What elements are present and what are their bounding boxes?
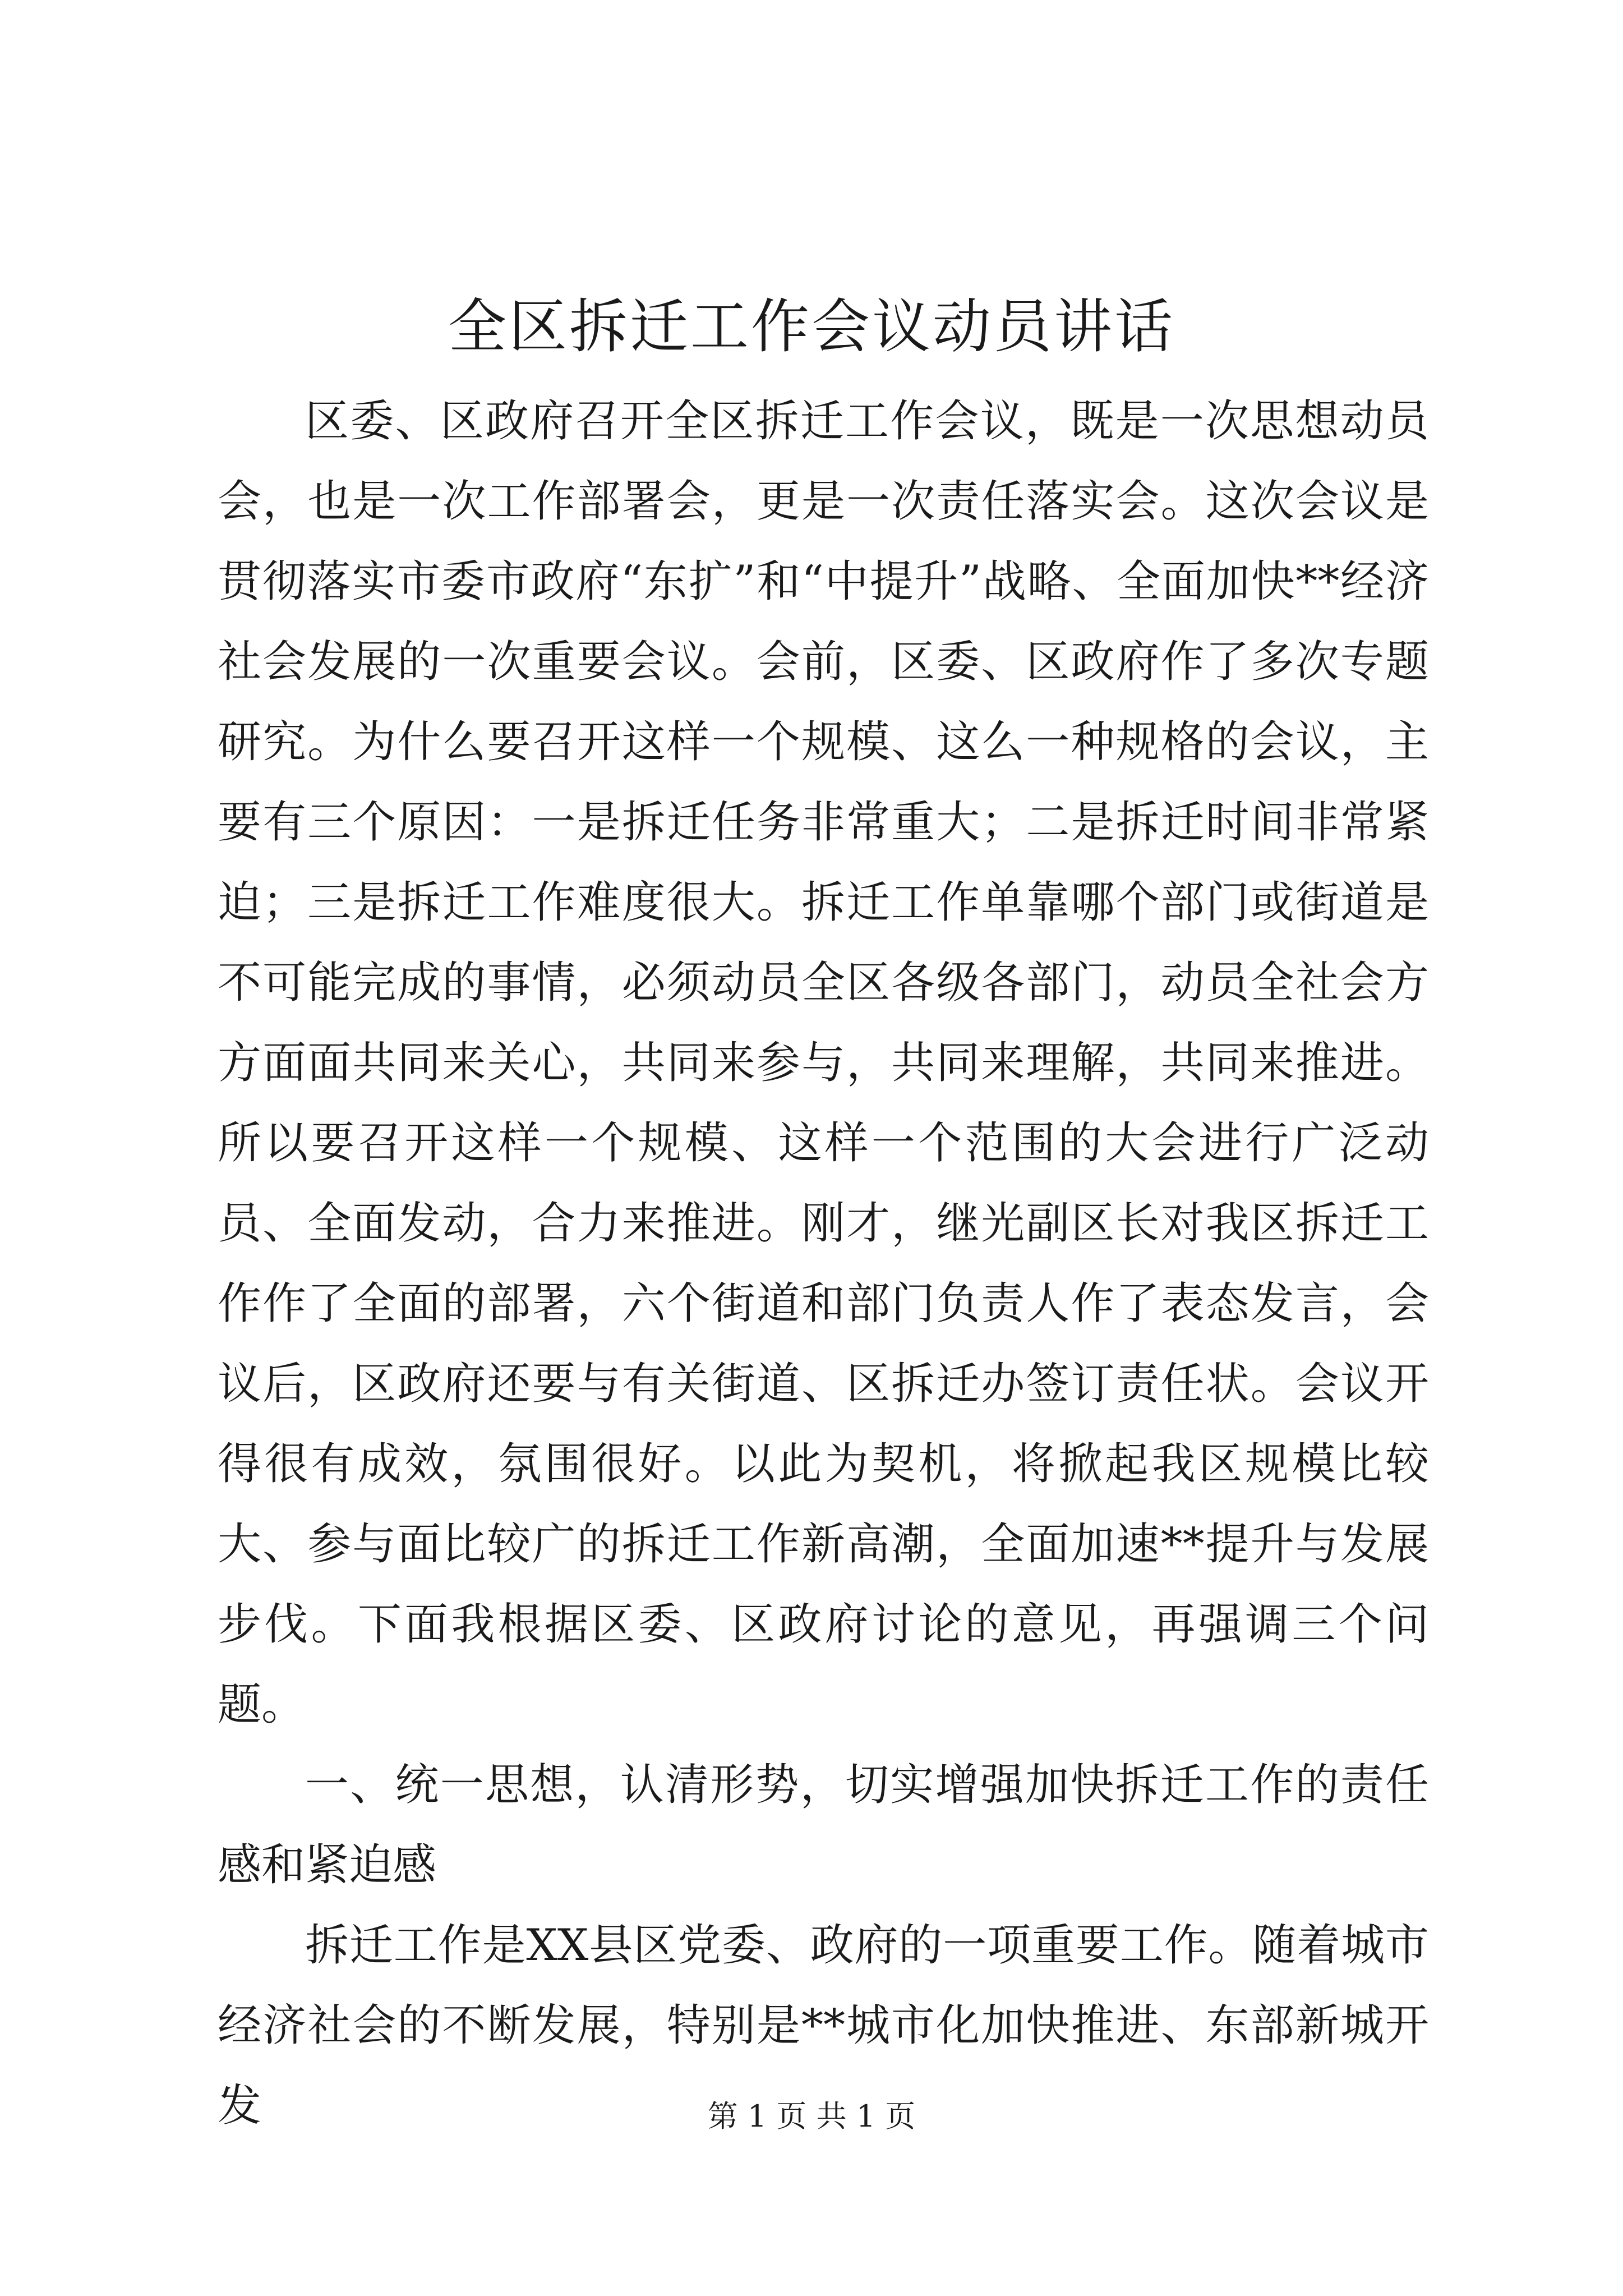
paragraph-intro: 区委、区政府召开全区拆迁工作会议，既是一次思想动员会，也是一次工作部署会，更是一次责任落实会。这次会议是贯彻落实市委市政府“东扩”和“中提升”战略、全面加快**经济社会发展的一次重要会议。会前，区委、区政府作了多次专题研究。为什么要召开这样一个规模、这么一种规格的会议，主要有三个原因：一是拆迁任务非常重大；二是拆迁时间非常紧迫；三是拆迁工作难度很大。拆迁工作单靠哪个部门或街道是不可能完成的事情，必须动员全区各级各部门，动员全社会方方面面共同来关心，共同来参与，共同来理解，共同来推进。所以要召开这样一个规模、这样一个范围的大会进行广泛动员、全面发动，合力来推进。刚才，继光副区长对我区拆迁工作作了全面的部署，六个街道和部门负责人作了表态发言，会议后，区政府还要与有关街道、区拆迁办签订责任状。会议开得很有成效，氛围很好。以此为契机，将掀起我区规模比较大、参与面比较广的拆迁工作新高潮，全面加速**提升与发展步伐。下面我根据区委、区政府讨论的意见，再强调三个问题。 xyxy=(218,396,1429,1730)
section-heading-1: 一、统一思想，认清形势，切实增强加快拆迁工作的责任感和紧迫感 xyxy=(218,1760,1429,1890)
page-footer: 第 1 页 共 1 页 xyxy=(707,2099,916,2134)
document-title: 全区拆迁工作会议动员讲话 xyxy=(448,292,1175,361)
document-body xyxy=(218,381,1429,2146)
paragraph-section-1: 拆迁工作是XX县区党委、政府的一项重要工作。随着城市经济社会的不断发展，特别是**城市化加快推进、东部新城开发 xyxy=(218,1920,1429,2131)
